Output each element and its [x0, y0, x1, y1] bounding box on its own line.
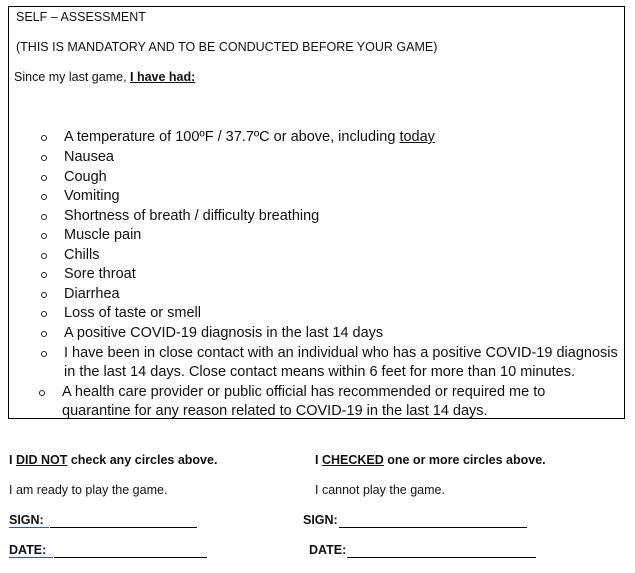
temperature-today: today — [399, 129, 435, 145]
right-date-line[interactable] — [347, 557, 536, 558]
left-heading — [9, 453, 217, 467]
left-sign-label: SIGN: — [9, 513, 44, 527]
right-date-label: DATE: — [309, 543, 347, 557]
symptom-provider-line2: quarantine for any reason related to COVID-19 in the last 14 days. — [62, 403, 488, 419]
symptom-item: A positive COVID-19 diagnosis in the last 14 days — [64, 325, 384, 341]
checkbox-circle-icon[interactable] — [41, 214, 47, 220]
symptom-item: Shortness of breath / difficulty breathing — [64, 208, 320, 224]
symptom-item: Sore throat — [64, 266, 136, 282]
right-heading-emphasis: CHECKED — [321, 453, 384, 467]
right-heading-suffix: one or more circles above. — [383, 453, 546, 467]
right-heading-prefix: I — [315, 453, 322, 467]
intro-prefix: Since my last game, — [14, 70, 131, 84]
left-heading-prefix: I — [9, 453, 16, 467]
checkbox-circle-icon[interactable] — [41, 253, 47, 259]
symptom-provider-line1: A health care provider or public official has recommended or required me to — [62, 384, 546, 400]
right-sign-label: SIGN: — [303, 513, 338, 527]
symptom-contact-line2: in the last 14 days. Close contact means within 6 feet for more than 10 minutes. — [64, 364, 575, 380]
right-statement: I cannot play the game. — [315, 483, 445, 497]
symptom-temperature — [64, 129, 435, 145]
checkbox-circle-icon[interactable] — [41, 331, 47, 337]
left-date-label-underline — [9, 557, 53, 558]
left-statement: I am ready to play the game. — [9, 483, 168, 497]
symptom-item: Nausea — [64, 149, 114, 165]
left-heading-suffix: check any circles above. — [67, 453, 218, 467]
intro-line — [14, 70, 195, 84]
checkbox-circle-icon[interactable] — [41, 351, 47, 357]
symptom-contact-line1: I have been in close contact with an individual who has a positive COVID-19 diagnosis — [64, 345, 618, 361]
intro-emphasis: I have had: — [130, 70, 196, 84]
mandatory-note: (THIS IS MANDATORY AND TO BE CONDUCTED BEFORE YOUR GAME) — [16, 40, 438, 54]
checkbox-circle-icon[interactable] — [41, 135, 47, 141]
form-title: SELF – ASSESSMENT — [16, 10, 146, 24]
symptom-item: Chills — [64, 247, 100, 263]
right-sign-line[interactable] — [339, 527, 527, 528]
checkbox-circle-icon[interactable] — [41, 175, 47, 181]
symptom-item: Cough — [64, 169, 107, 185]
left-sign-line[interactable] — [50, 527, 197, 528]
checkbox-circle-icon[interactable] — [41, 233, 47, 239]
temperature-text: A temperature of 100ºF / 37.7ºC or above, including — [64, 129, 400, 145]
checkbox-circle-icon[interactable] — [41, 272, 47, 278]
symptom-item: Loss of taste or smell — [64, 305, 201, 321]
checkbox-circle-icon[interactable] — [41, 292, 47, 298]
symptom-item: Vomiting — [64, 188, 120, 204]
checkbox-circle-icon[interactable] — [39, 390, 45, 396]
checkbox-circle-icon[interactable] — [41, 194, 47, 200]
symptom-item: Diarrhea — [64, 286, 120, 302]
left-sign-label-underline — [9, 527, 49, 528]
checkbox-circle-icon[interactable] — [41, 155, 47, 161]
checkbox-circle-icon[interactable] — [41, 311, 47, 317]
left-date-line[interactable] — [54, 557, 207, 558]
left-date-label: DATE: — [9, 543, 47, 557]
right-heading — [315, 453, 546, 467]
left-heading-emphasis: DID NOT — [15, 453, 68, 467]
symptom-item: Muscle pain — [64, 227, 142, 243]
